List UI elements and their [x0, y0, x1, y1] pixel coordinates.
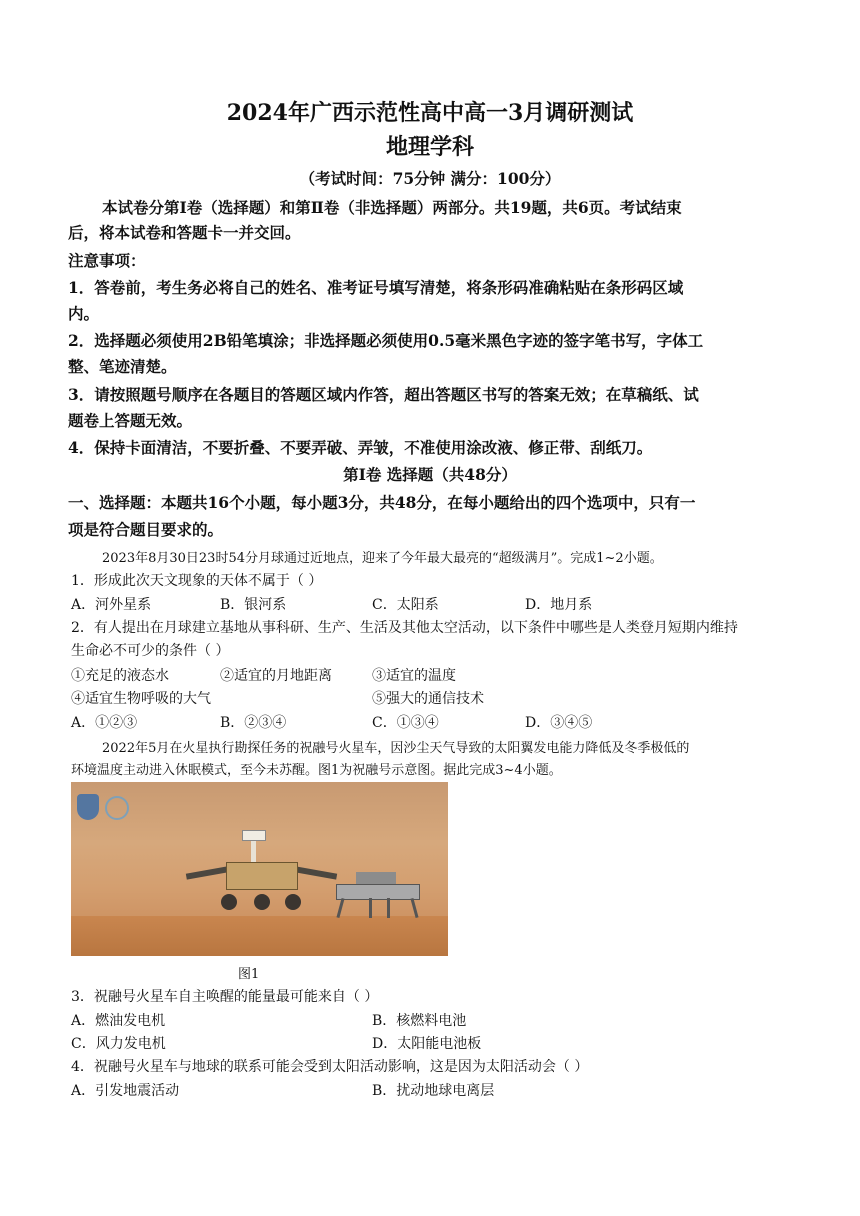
zhurong-rover-photo	[71, 782, 448, 956]
q2-statement-2: ②适宜的月地距离	[220, 668, 332, 684]
q1-option-d: D．地月系	[525, 597, 593, 613]
section-instruction-line-2: 项是符合题目要求的。	[68, 520, 224, 539]
intro-line-1: 本试卷分第Ⅰ卷（选择题）和第Ⅱ卷（非选择题）两部分。共19题，共6页。考试结束	[102, 198, 682, 217]
q3-stem: 3．祝融号火星车自主唤醒的能量最可能来自（ ）	[71, 989, 379, 1005]
note-1-line-1: 1．答卷前，考生务必将自己的姓名、准考证号填写清楚，将条形码准确粘贴在条形码区域	[68, 278, 684, 297]
q3-option-a: A．燃油发电机	[71, 1013, 166, 1029]
note-2-line-2: 整、笔迹清楚。	[68, 357, 177, 376]
q2-statement-3: ③适宜的温度	[372, 668, 456, 684]
cnsa-logo-icon	[77, 794, 99, 820]
q2-stem-line-2: 生命必不可少的条件（ ）	[71, 643, 230, 659]
material-2-line-1: 2022年5月在火星执行勘探任务的祝融号火星车，因沙尘天气导致的太阳翼发电能力降低及冬季极低的	[102, 741, 690, 756]
note-2-line-1: 2．选择题必须使用2B铅笔填涂；非选择题必须使用0.5毫米黑色字迹的签字笔书写，字体工	[68, 331, 704, 350]
q2-statement-1: ①充足的液态水	[71, 668, 169, 684]
q4-option-a: A．引发地震活动	[71, 1083, 180, 1099]
note-3-line-1: 3．请按照题号顺序在各题目的答题区域内作答，超出答题区书写的答案无效；在草稿纸、试	[68, 385, 699, 404]
rover-shape	[226, 862, 298, 890]
note-1-line-2: 内。	[68, 304, 100, 323]
lander-shape	[336, 884, 420, 900]
note-3-line-2: 题卷上答题无效。	[68, 411, 193, 430]
figure-caption: 图1	[238, 967, 260, 982]
material-2-line-2: 环境温度主动进入休眠模式，至今未苏醒。图1为祝融号示意图。据此完成3~4小题。	[71, 763, 562, 778]
q2-stem-line-1: 2．有人提出在月球建立基地从事科研、生产、生活及其他太空活动，以下条件中哪些是人类登月短期内维持	[71, 620, 738, 636]
material-1: 2023年8月30日23时54分月球通过近地点，迎来了今年最大最亮的“超级满月”。完成1~2小题。	[102, 551, 663, 566]
mission-logo-icon	[105, 796, 129, 820]
notes-heading: 注意事项：	[68, 251, 146, 270]
subject-title: 地理学科	[385, 134, 474, 160]
q2-option-a: A．①②③	[71, 715, 138, 731]
intro-line-2: 后，将本试卷和答题卡一并交回。	[68, 223, 301, 242]
q1-option-b: B．银河系	[220, 597, 287, 613]
exam-title: 2024年广西示范性高中高一3月调研测试	[226, 100, 634, 126]
q1-option-c: C．太阳系	[372, 597, 439, 613]
q3-option-d: D．太阳能电池板	[372, 1036, 482, 1052]
q1-option-a: A．河外星系	[71, 597, 152, 613]
q1-stem: 1．形成此次天文现象的天体不属于（ ）	[71, 573, 323, 589]
q2-option-b: B．②③④	[220, 715, 287, 731]
q2-statement-4: ④适宜生物呼吸的大气	[71, 691, 211, 707]
section-heading: 第Ⅰ卷 选择题（共48分）	[343, 465, 517, 484]
q2-statement-5: ⑤强大的通信技术	[372, 691, 484, 707]
exam-info: （考试时间：75分钟 满分：100分）	[299, 169, 561, 188]
q4-stem: 4．祝融号火星车与地球的联系可能会受到太阳活动影响，这是因为太阳活动会（ ）	[71, 1059, 589, 1075]
note-4: 4．保持卡面清洁，不要折叠、不要弄破、弄皱，不准使用涂改液、修正带、刮纸刀。	[68, 438, 653, 457]
q3-option-c: C．风力发电机	[71, 1036, 166, 1052]
q2-option-c: C．①③④	[372, 715, 439, 731]
section-instruction-line-1: 一、选择题：本题共16个小题，每小题3分，共48分，在每小题给出的四个选项中，只有一	[68, 493, 696, 512]
q2-option-d: D．③④⑤	[525, 715, 593, 731]
q3-option-b: B．核燃料电池	[372, 1013, 467, 1029]
q4-option-b: B．扰动地球电离层	[372, 1083, 495, 1099]
